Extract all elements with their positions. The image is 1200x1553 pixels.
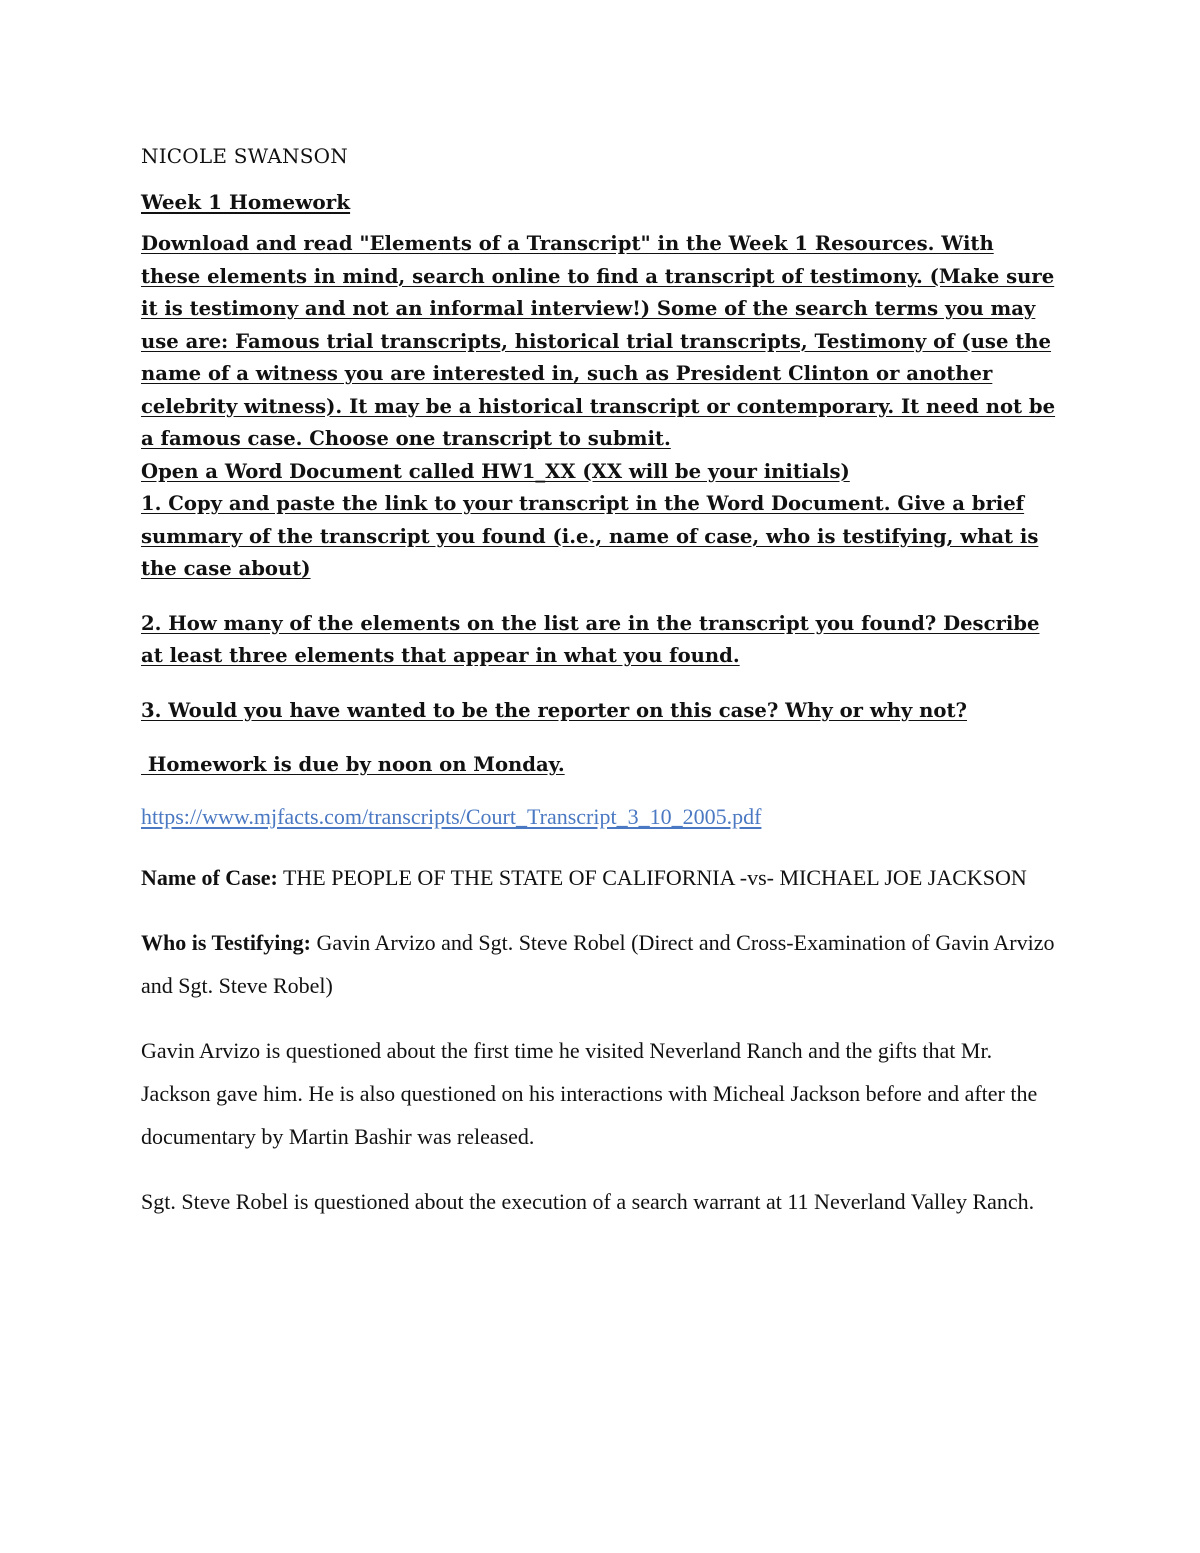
homework-heading: Week 1 Homework bbox=[141, 190, 351, 214]
transcript-link[interactable]: https://www.mjfacts.com/transcripts/Court_Transcript_3_10_2005.pdf bbox=[141, 803, 762, 829]
testifying-label: Who is Testifying: bbox=[141, 929, 311, 955]
testifying-paragraph bbox=[141, 921, 1056, 1007]
instructions-item-3: 3. Would you have wanted to be the reporter on this case? Why or why not? bbox=[141, 698, 967, 722]
instructions-open-document: Open a Word Document called HW1_XX (XX will be your initials) bbox=[141, 459, 850, 483]
instructions-item-2: 2. How many of the elements on the list are in the transcript you found? Describe at least three elements that appear in what you found. bbox=[141, 611, 1040, 667]
instructions-item-1: 1. Copy and paste the link to your transcript in the Word Document. Give a brief summary of the transcript you found (i.e., name of case, who is testifying, what is the case about) bbox=[141, 492, 1039, 580]
case-name-value: THE PEOPLE OF THE STATE OF CALIFORNIA -vs- MICHAEL JOE JACKSON bbox=[277, 864, 1027, 890]
author-name: NICOLE SWANSON bbox=[141, 144, 348, 168]
summary-paragraph-1: Gavin Arvizo is questioned about the first time he visited Neverland Ranch and the gifts that Mr. Jackson gave him. He is also questioned on his interactions with Micheal Jackson before and after the documentary by Martin Bashir was released. bbox=[141, 1037, 1038, 1149]
summary-paragraph-2: Sgt. Steve Robel is questioned about the execution of a search warrant at 11 Neverland Valley Ranch. bbox=[141, 1188, 1035, 1214]
case-name-paragraph bbox=[141, 856, 1056, 899]
instructions-intro: Download and read "Elements of a Transcript" in the Week 1 Resources. With these elements in mind, search online to find a transcript of testimony. (Make sure it is testimony and not an informal interview!) Some of the search terms you may use are: Famous trial transcripts, historical trial transcripts, Testimony of (use the name of a witness you are interested in, such as President Clinton or another celebrity witness). It may be a historical transcript or contemporary. It need not be a famous case. Choose one transcript to submit. bbox=[141, 232, 1056, 450]
document-body bbox=[141, 142, 1056, 1245]
instructions-due-date: Homework is due by noon on Monday. bbox=[141, 753, 565, 776]
testifying-value: Gavin Arvizo and Sgt. Steve Robel (Direct and Cross-Examination of Gavin Arvizo and Sgt. Steve Robel) bbox=[141, 929, 1055, 998]
case-name-label: Name of Case: bbox=[141, 864, 278, 890]
